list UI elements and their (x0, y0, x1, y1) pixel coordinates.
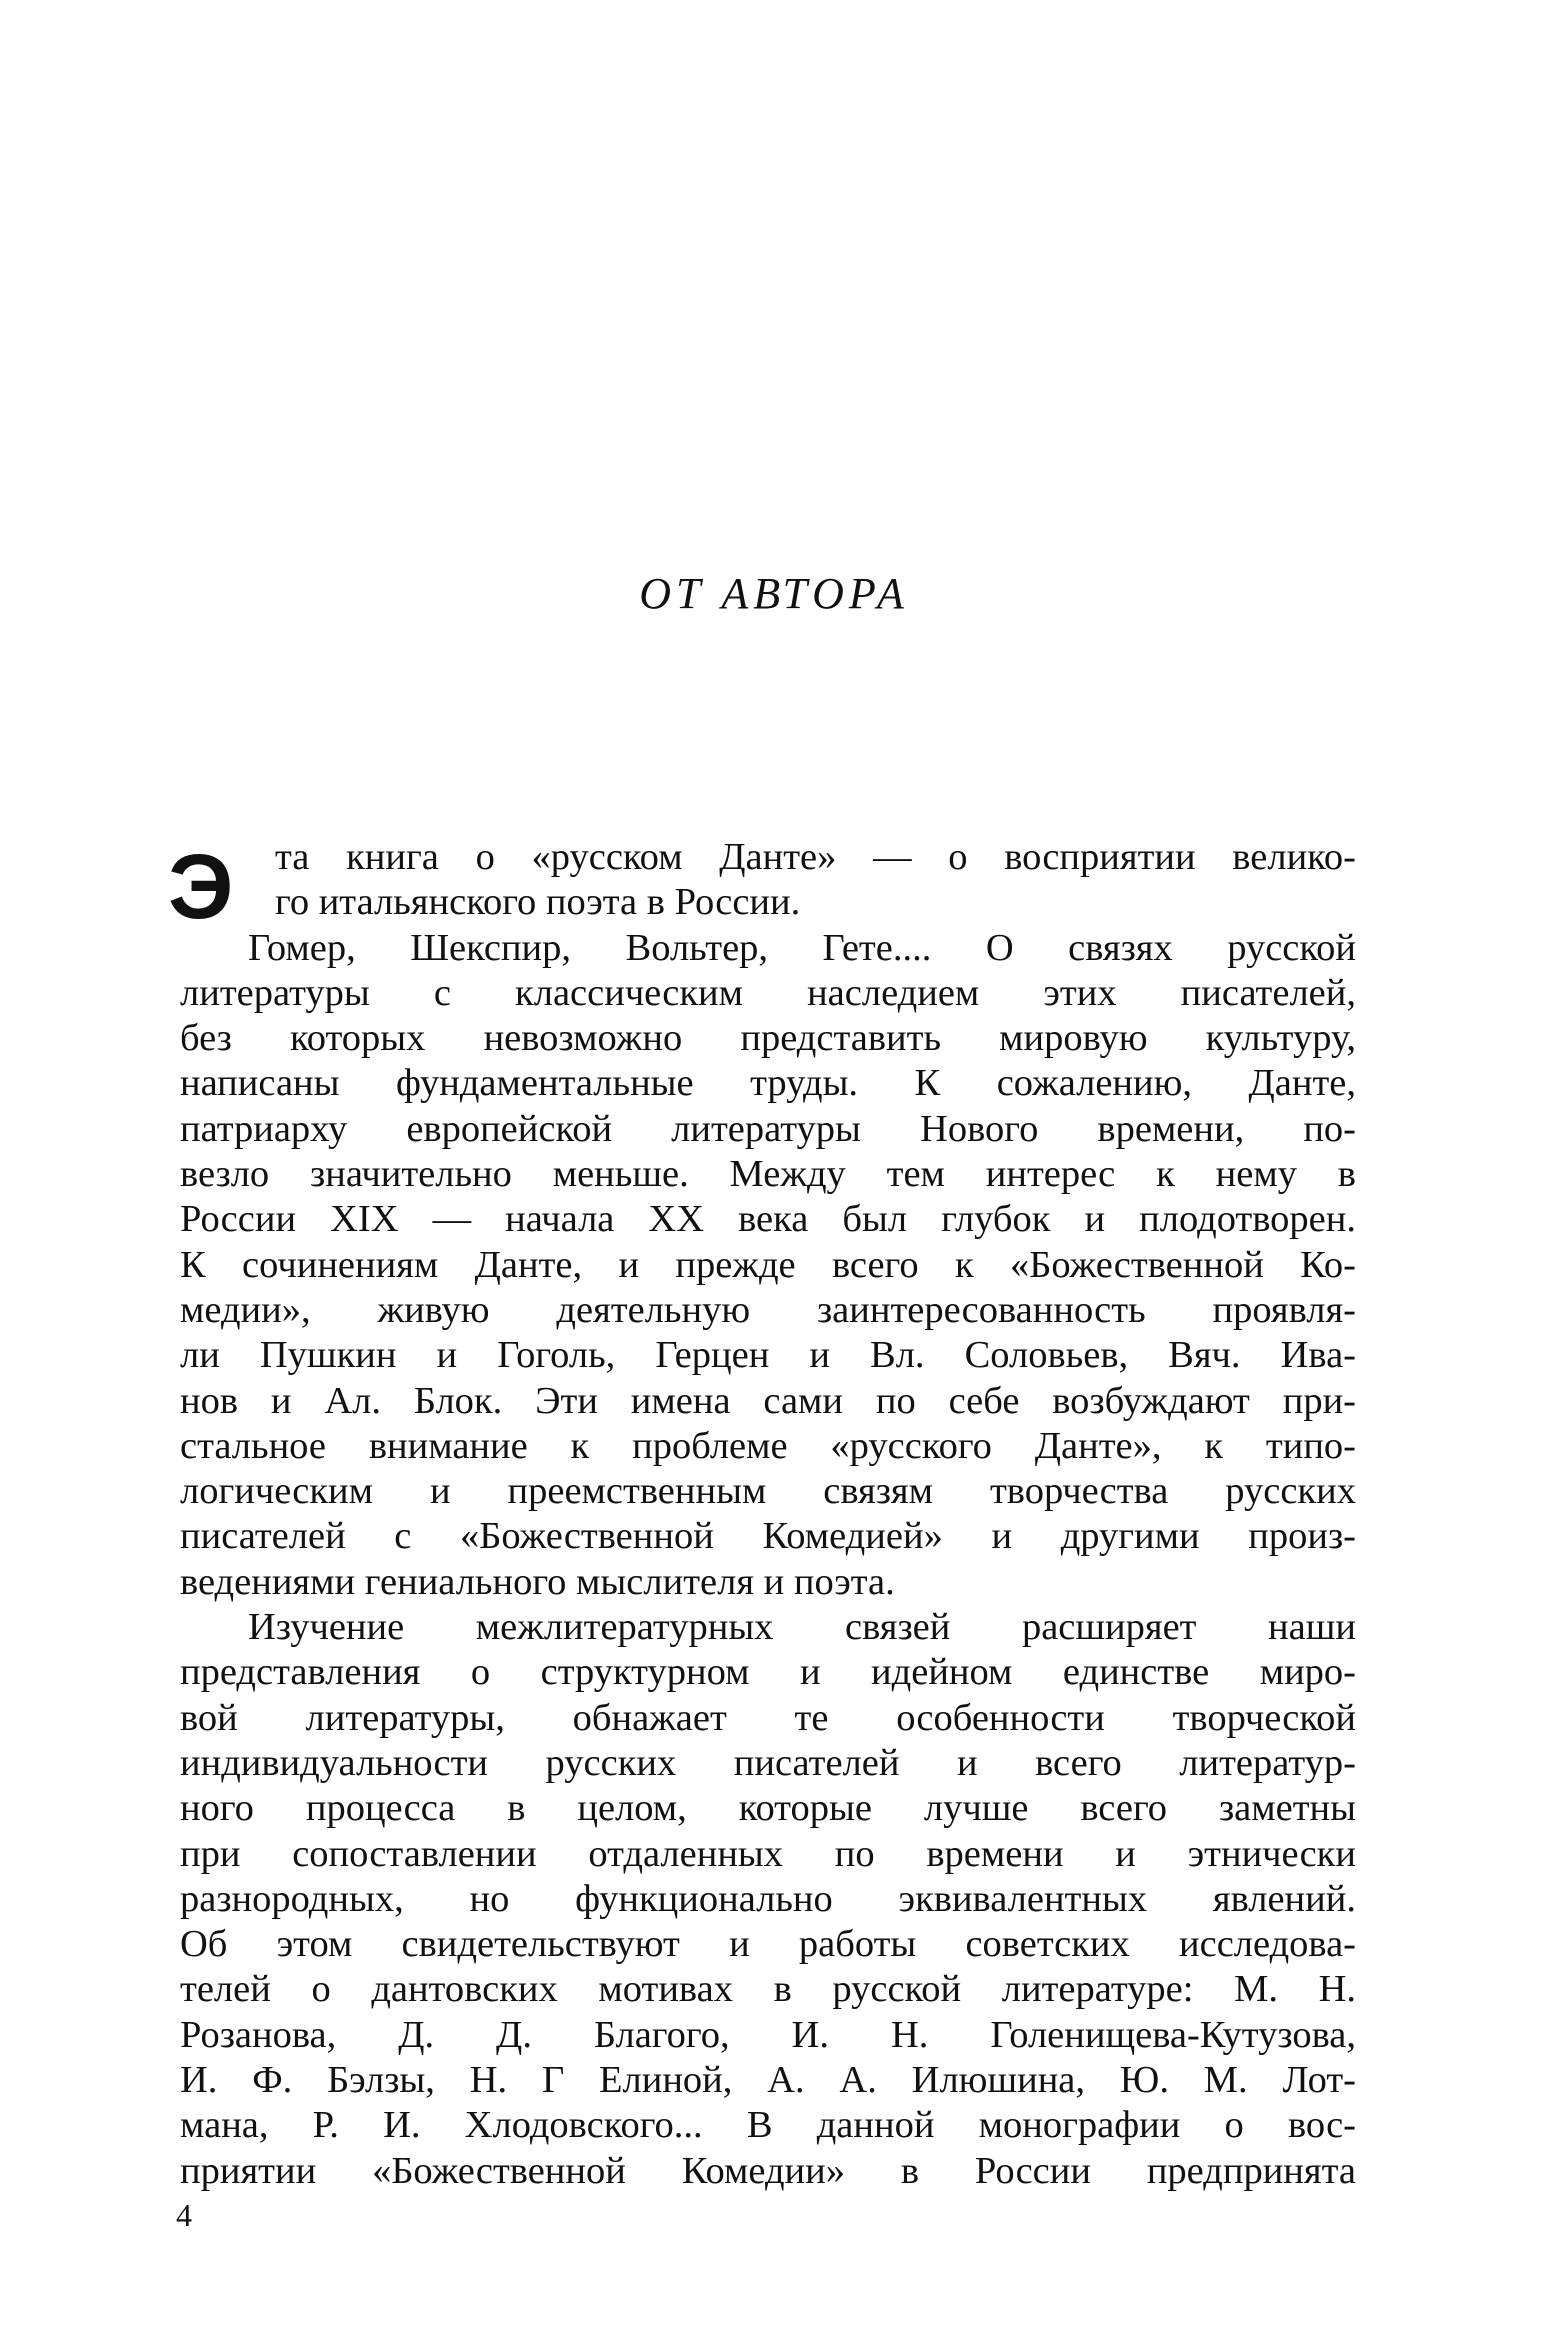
text-line: стальное внимание к проблеме «русского Данте», к типо- (180, 1424, 1356, 1467)
text-line: та книга о «русском Данте» — о восприятии велико- (275, 836, 1356, 878)
text-line: ного процесса в целом, которые лучше всего заметны (180, 1787, 1356, 1830)
text-line: представления о структурном и идейном единстве миро- (180, 1651, 1356, 1694)
text-line: ведениями гениального мыслителя и поэта. (180, 1560, 895, 1603)
text-line: И. Ф. Бэлзы, Н. Г Елиной, А. А. Илюшина, Ю. М. Лот- (180, 2059, 1356, 2102)
section-heading: ОТ АВТОРА (639, 569, 909, 618)
text-line: К сочинениям Данте, и прежде всего к «Божественной Ко- (180, 1243, 1356, 1286)
text-line: ли Пушкин и Гоголь, Герцен и Вл. Соловьев, Вяч. Ива- (180, 1334, 1356, 1377)
drop-cap: Э (168, 836, 234, 938)
text-line: телей о дантовских мотивах в русской литературе: М. Н. (180, 1968, 1356, 2011)
text-line: везло значительно меньше. Между тем интерес к нему в (180, 1153, 1356, 1196)
text-line: патриарху европейской литературы Нового времени, по- (180, 1107, 1356, 1150)
text-line: при сопоставлении отдаленных по времени и этнически (180, 1832, 1356, 1875)
text-line: Изучение межлитературных связей расширяет наши (248, 1606, 1356, 1649)
page-number: 4 (176, 2197, 192, 2233)
text-line: нов и Ал. Блок. Эти имена сами по себе возбуждают при- (180, 1379, 1356, 1422)
text-line: России XIX — начала XX века был глубок и плодотворен. (180, 1198, 1356, 1241)
text-line: Розанова, Д. Д. Благого, И. Н. Голенищева-Кутузова, (180, 2013, 1356, 2056)
text-line: вой литературы, обнажает те особенности творческой (180, 1696, 1356, 1739)
text-line: без которых невозможно представить мировую культуру, (180, 1017, 1356, 1060)
body-text (168, 835, 1356, 2194)
text-line: медии», живую деятельную заинтересованность проявля- (180, 1288, 1356, 1331)
text-line: литературы с классическим наследием этих писателей, (180, 971, 1356, 1014)
text-line: писателей с «Божественной Комедией» и другими произ- (180, 1515, 1356, 1558)
text-line: Гомер, Шекспир, Вольтер, Гете.... О связях русской (248, 926, 1356, 969)
text-line: логическим и преемственным связям творчества русских (180, 1470, 1356, 1513)
text-line: приятии «Божественной Комедии» в России предпринята (180, 2149, 1356, 2192)
text-line: мана, Р. И. Хлодовского... В данной монографии о вос- (180, 2104, 1356, 2147)
text-line: написаны фундаментальные труды. К сожалению, Данте, (180, 1062, 1356, 1105)
text-line: Об этом свидетельствуют и работы советских исследова- (180, 1923, 1356, 1966)
text-line: го итальянского поэта в России. (275, 881, 801, 924)
text-line: разнородных, но функционально эквивалентных явлений. (180, 1877, 1356, 1920)
text-line: индивидуальности русских писателей и всего литератур- (180, 1741, 1356, 1784)
